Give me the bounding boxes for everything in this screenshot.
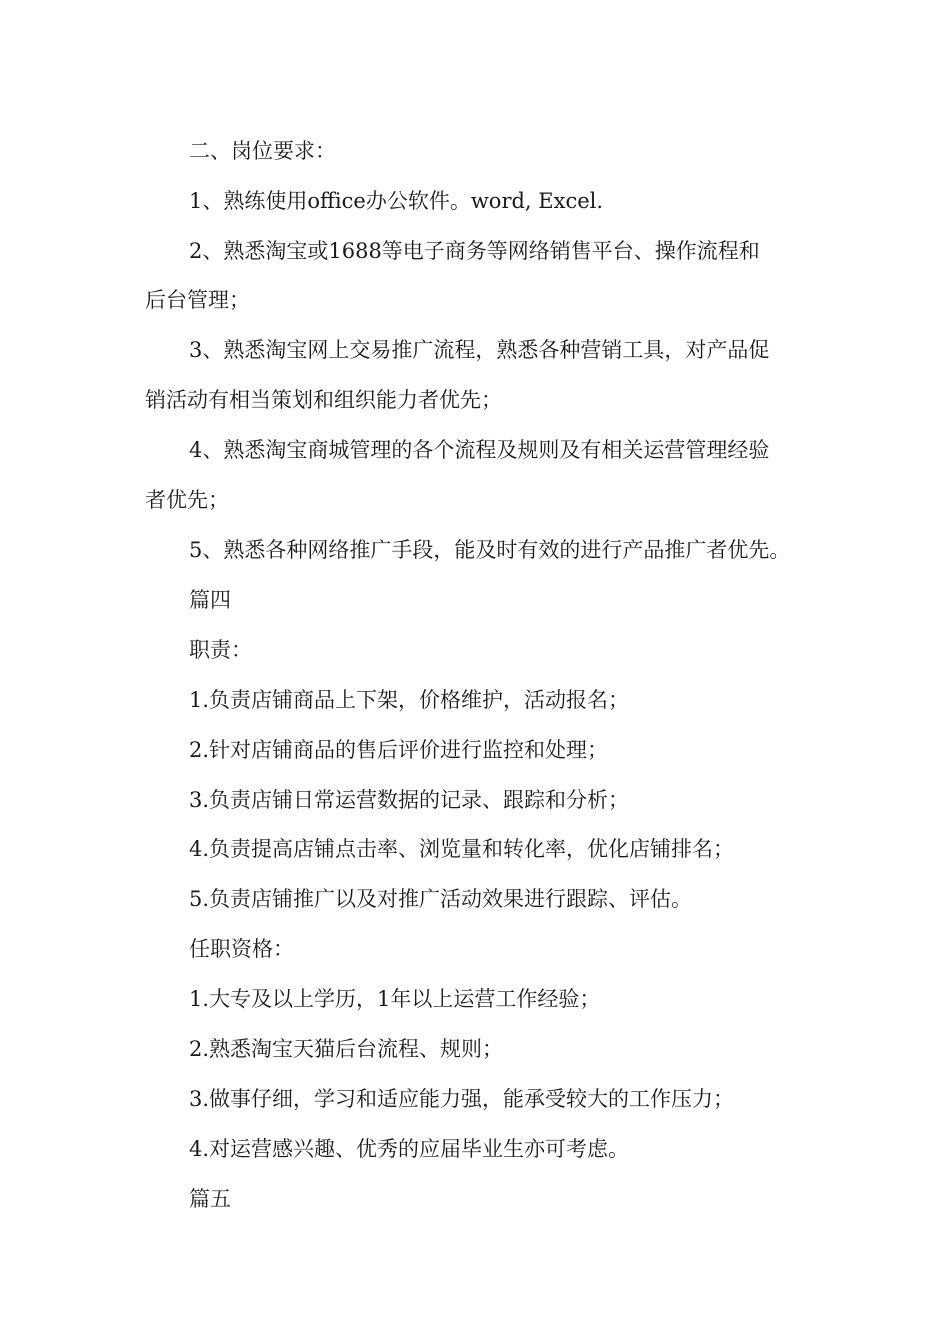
section-heading-part-five: 篇五 [189,1187,231,1211]
duty-3: 3.负责店铺日常运营数据的记录、跟踪和分析； [189,788,630,812]
requirement-3-line-2: 销活动有相当策划和组织能力者优先； [145,388,502,412]
requirement-2-line-2: 后台管理； [145,288,250,312]
heading-qualifications: 任职资格： [189,937,294,961]
requirement-5: 5、熟悉各种网络推广手段，能及时有效的进行产品推广者优先。 [189,538,791,562]
qualification-1: 1.大专及以上学历，1年以上运营工作经验； [189,987,601,1011]
section-heading-requirements: 二、岗位要求： [189,139,336,163]
duty-2: 2.针对店铺商品的售后评价进行监控和处理； [189,738,609,762]
duty-1: 1.负责店铺商品上下架，价格维护，活动报名； [189,688,630,712]
requirement-1: 1、熟练使用office办公软件。word, Excel. [189,189,604,213]
duty-4: 4.负责提高店铺点击率、浏览量和转化率，优化店铺排名； [189,837,735,861]
qualification-4: 4.对运营感兴趣、优秀的应届毕业生亦可考虑。 [189,1137,630,1161]
requirement-4-line-2: 者优先； [145,488,229,512]
section-heading-part-four: 篇四 [189,588,231,612]
requirement-4-line-1: 4、熟悉淘宝商城管理的各个流程及规则及有相关运营管理经验 [189,438,770,462]
qualification-3: 3.做事仔细，学习和适应能力强，能承受较大的工作压力； [189,1087,735,1111]
requirement-3-line-1: 3、熟悉淘宝网上交易推广流程，熟悉各种营销工具，对产品促 [189,338,770,362]
duty-5: 5.负责店铺推广以及对推广活动效果进行跟踪、评估。 [189,887,693,911]
requirement-2-line-1: 2、熟悉淘宝或1688等电子商务等网络销售平台、操作流程和 [189,239,760,263]
qualification-2: 2.熟悉淘宝天猫后台流程、规则； [189,1037,504,1061]
heading-duties: 职责： [189,638,252,662]
